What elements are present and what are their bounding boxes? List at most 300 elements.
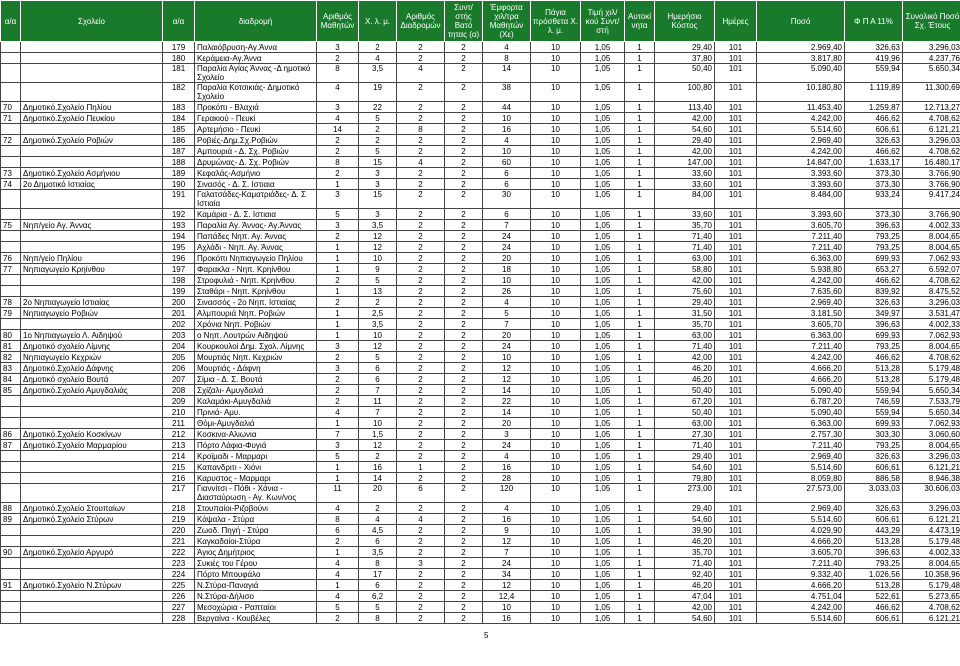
cell-amount: 2.969,40 <box>757 135 845 146</box>
table-row <box>1 547 960 558</box>
cell-amount: 5.514,60 <box>757 613 845 624</box>
cell-route: Καπανδριτι - Χιόνι <box>195 462 317 473</box>
cell-km: 5 <box>359 146 397 157</box>
cell-routes: 2 <box>397 352 445 363</box>
cell-days: 101 <box>715 580 757 591</box>
cell-route: Αχλάδι - Νηπ. Αγ. Άννας <box>195 242 317 253</box>
cell-route: Άγιος Δημήτριος <box>195 547 317 558</box>
cell-price: 1,05 <box>581 473 625 484</box>
cell-students: 2 <box>317 352 359 363</box>
cell-total: 4.708,62 <box>903 602 960 613</box>
cell-school: Δημοτικό.Σχολείο Πηλίου <box>21 102 163 113</box>
cell-school-no: 73 <box>1 168 21 179</box>
cell-school-no <box>1 286 21 297</box>
cell-routes: 4 <box>397 157 445 168</box>
table-row <box>1 462 960 473</box>
cell-school-no: 82 <box>1 352 21 363</box>
cell-loaded-km: 120 <box>483 484 531 503</box>
table-row <box>1 591 960 602</box>
cell-route-no: 214 <box>163 451 195 462</box>
cell-total: 3.531,47 <box>903 308 960 319</box>
cell-vehicles: 1 <box>625 308 655 319</box>
table-row <box>1 242 960 253</box>
cell-amount: 6.787,20 <box>757 396 845 407</box>
cell-amount: 3.605,70 <box>757 220 845 231</box>
cell-amount: 5.090,40 <box>757 385 845 396</box>
column-header: Συντ/στής Βατό τητας (α) <box>445 1 483 42</box>
cell-km: 19 <box>359 83 397 102</box>
cell-routes: 2 <box>397 168 445 179</box>
cell-coef: 2 <box>445 613 483 624</box>
cell-fixed-km: 10 <box>531 113 581 124</box>
cell-school <box>21 64 163 83</box>
cell-daily-cost: 42,00 <box>655 352 715 363</box>
cell-vat: 522,61 <box>845 591 903 602</box>
cell-vat: 793,25 <box>845 341 903 352</box>
cell-route: Γαλατσάδες-Καματριάδες- Δ. Σ Ιστιαία <box>195 190 317 209</box>
cell-school-no: 84 <box>1 374 21 385</box>
cell-loaded-km: 10 <box>483 352 531 363</box>
cell-vehicles: 1 <box>625 297 655 308</box>
cell-price: 1,05 <box>581 385 625 396</box>
cell-school-no <box>1 157 21 168</box>
cell-students: 14 <box>317 124 359 135</box>
cell-students: 8 <box>317 157 359 168</box>
cell-vat: 303,30 <box>845 429 903 440</box>
cell-days: 101 <box>715 190 757 209</box>
cell-school <box>21 157 163 168</box>
cell-routes: 4 <box>397 64 445 83</box>
cell-school-no <box>1 396 21 407</box>
cell-price: 1,05 <box>581 558 625 569</box>
cell-days: 101 <box>715 135 757 146</box>
cell-total: 4.002,33 <box>903 319 960 330</box>
cell-routes: 2 <box>397 135 445 146</box>
cell-total: 7.062,93 <box>903 330 960 341</box>
cell-school-no <box>1 64 21 83</box>
cell-route: Φαρακλα - Νηπ. Κρηίνθου <box>195 264 317 275</box>
cell-days: 101 <box>715 396 757 407</box>
cell-days: 101 <box>715 64 757 83</box>
cell-school-no <box>1 451 21 462</box>
table-row <box>1 396 960 407</box>
cell-km: 6 <box>359 363 397 374</box>
cell-fixed-km: 10 <box>531 42 581 53</box>
cell-coef: 2 <box>445 525 483 536</box>
cell-km: 5 <box>359 113 397 124</box>
cell-fixed-km: 10 <box>531 547 581 558</box>
cell-students: 4 <box>317 83 359 102</box>
cell-total: 5.273,65 <box>903 591 960 602</box>
cell-students: 2 <box>317 374 359 385</box>
cell-school: Δημοτικό.Σχολείο Αργυρό <box>21 547 163 558</box>
cell-price: 1,05 <box>581 503 625 514</box>
cell-vat: 326,63 <box>845 297 903 308</box>
table-row <box>1 429 960 440</box>
cell-fixed-km: 10 <box>531 319 581 330</box>
cell-days: 101 <box>715 569 757 580</box>
cell-days: 101 <box>715 297 757 308</box>
cell-students: 4 <box>317 558 359 569</box>
cell-coef: 2 <box>445 580 483 591</box>
cell-route-no: 200 <box>163 297 195 308</box>
table-row <box>1 330 960 341</box>
table-row <box>1 275 960 286</box>
cell-school <box>21 569 163 580</box>
cell-total: 6.121,21 <box>903 124 960 135</box>
cell-days: 101 <box>715 242 757 253</box>
cell-school-no <box>1 42 21 53</box>
table-row <box>1 113 960 124</box>
cell-coef: 2 <box>445 209 483 220</box>
cell-fixed-km: 10 <box>531 591 581 602</box>
column-header: Έμφορτα χιλ/τρα Μαθητών (Χε) <box>483 1 531 42</box>
cell-routes: 2 <box>397 275 445 286</box>
cell-fixed-km: 10 <box>531 53 581 64</box>
cell-amount: 4.666,20 <box>757 580 845 591</box>
cell-route-no: 228 <box>163 613 195 624</box>
cell-fixed-km: 10 <box>531 558 581 569</box>
table-row <box>1 418 960 429</box>
cell-vat: 466,62 <box>845 146 903 157</box>
cell-route: Προκόπι Νηπιαγωγείο Πηλίου <box>195 253 317 264</box>
cell-km: 5 <box>359 275 397 286</box>
cell-school: Νηπιαγωγείο Ροβιών <box>21 308 163 319</box>
cell-loaded-km: 4 <box>483 451 531 462</box>
cell-daily-cost: 29,40 <box>655 503 715 514</box>
cell-vehicles: 1 <box>625 146 655 157</box>
cell-km: 12 <box>359 231 397 242</box>
cell-route-no: 210 <box>163 407 195 418</box>
cell-total: 8.946,38 <box>903 473 960 484</box>
cell-coef: 2 <box>445 536 483 547</box>
cell-vehicles: 1 <box>625 407 655 418</box>
cell-vehicles: 1 <box>625 135 655 146</box>
cell-vehicles: 1 <box>625 124 655 135</box>
cell-school-no <box>1 53 21 64</box>
cell-vat: 559,94 <box>845 64 903 83</box>
cell-route: Καρυστος - Μαρμαρι <box>195 473 317 484</box>
cell-students: 1 <box>317 286 359 297</box>
cell-daily-cost: 29,40 <box>655 297 715 308</box>
cell-vat: 1.633,17 <box>845 157 903 168</box>
cell-total: 3.296,03 <box>903 451 960 462</box>
cell-route: Παραλία Αγίας Άννας -Δ ημοτικό Σχολείο <box>195 64 317 83</box>
cell-fixed-km: 10 <box>531 580 581 591</box>
cell-loaded-km: 14 <box>483 407 531 418</box>
cell-students: 5 <box>317 602 359 613</box>
cell-days: 101 <box>715 363 757 374</box>
cell-amount: 2.969,40 <box>757 503 845 514</box>
cell-daily-cost: 33,60 <box>655 209 715 220</box>
cell-vat: 466,62 <box>845 352 903 363</box>
cell-km: 15 <box>359 157 397 168</box>
cell-routes: 2 <box>397 264 445 275</box>
cell-students: 2 <box>317 168 359 179</box>
cell-route-no: 190 <box>163 179 195 190</box>
cell-route-no: 201 <box>163 308 195 319</box>
table-row <box>1 102 960 113</box>
cell-route: Γερακιού - Πευκί <box>195 113 317 124</box>
cell-fixed-km: 10 <box>531 168 581 179</box>
cell-km: 16 <box>359 462 397 473</box>
cell-route: Μουρτιάς - Δάφνη <box>195 363 317 374</box>
cell-vat: 606,61 <box>845 613 903 624</box>
cell-vat: 886,58 <box>845 473 903 484</box>
column-header: Αριθμός Μαθητών <box>317 1 359 42</box>
cell-route: Κεράμεια-Αγ.Άννα <box>195 53 317 64</box>
cell-route-no: 185 <box>163 124 195 135</box>
cell-total: 8.004,65 <box>903 231 960 242</box>
cell-school-no: 77 <box>1 264 21 275</box>
cell-daily-cost: 84,00 <box>655 190 715 209</box>
cell-daily-cost: 42,00 <box>655 113 715 124</box>
cell-days: 101 <box>715 407 757 418</box>
cell-fixed-km: 10 <box>531 613 581 624</box>
cell-students: 1 <box>317 330 359 341</box>
cell-vat: 793,25 <box>845 440 903 451</box>
cell-km: 6 <box>359 374 397 385</box>
cell-school <box>21 396 163 407</box>
cell-school-no <box>1 190 21 209</box>
cell-daily-cost: 46,20 <box>655 374 715 385</box>
cell-route: Στουπαίοι-Ριζοβούνι <box>195 503 317 514</box>
cell-route-no: 191 <box>163 190 195 209</box>
cell-amount: 3.393,60 <box>757 179 845 190</box>
cell-total: 5.179,48 <box>903 536 960 547</box>
cell-loaded-km: 4 <box>483 503 531 514</box>
cell-price: 1,05 <box>581 396 625 407</box>
cell-school <box>21 231 163 242</box>
cell-price: 1,05 <box>581 569 625 580</box>
cell-price: 1,05 <box>581 168 625 179</box>
cell-route-no: 221 <box>163 536 195 547</box>
cell-daily-cost: 54,60 <box>655 124 715 135</box>
cell-coef: 2 <box>445 363 483 374</box>
cell-loaded-km: 16 <box>483 514 531 525</box>
cell-route-no: 182 <box>163 83 195 102</box>
cell-school: Δημοτικό.Σχολείο Στύρων <box>21 514 163 525</box>
cell-students: 8 <box>317 514 359 525</box>
cell-routes: 2 <box>397 42 445 53</box>
cell-students: 2 <box>317 536 359 547</box>
cell-loaded-km: 6 <box>483 168 531 179</box>
cell-km: 12 <box>359 440 397 451</box>
cell-route: Σινασσός - 2ο Νηπ. Ιστιαίας <box>195 297 317 308</box>
cell-days: 101 <box>715 374 757 385</box>
cell-route-no: 205 <box>163 352 195 363</box>
cell-amount: 14.847,00 <box>757 157 845 168</box>
cell-coef: 2 <box>445 64 483 83</box>
cell-km: 10 <box>359 418 397 429</box>
cell-vehicles: 1 <box>625 352 655 363</box>
cell-daily-cost: 35,70 <box>655 220 715 231</box>
cell-vehicles: 1 <box>625 580 655 591</box>
cell-routes: 3 <box>397 558 445 569</box>
cell-price: 1,05 <box>581 157 625 168</box>
cell-total: 4.708,62 <box>903 113 960 124</box>
cell-students: 2 <box>317 231 359 242</box>
cell-daily-cost: 35,70 <box>655 319 715 330</box>
cell-price: 1,05 <box>581 591 625 602</box>
cell-students: 2 <box>317 613 359 624</box>
column-header: Αυτοκί νητα <box>625 1 655 42</box>
cell-vehicles: 1 <box>625 613 655 624</box>
cell-routes: 2 <box>397 209 445 220</box>
cell-total: 5.179,48 <box>903 580 960 591</box>
cell-vat: 1.026,56 <box>845 569 903 580</box>
cell-coef: 2 <box>445 53 483 64</box>
cell-days: 101 <box>715 536 757 547</box>
cell-vehicles: 1 <box>625 569 655 580</box>
cell-route-no: 218 <box>163 503 195 514</box>
table-row <box>1 341 960 352</box>
cell-days: 101 <box>715 602 757 613</box>
cell-coef: 2 <box>445 157 483 168</box>
table-row <box>1 83 960 102</box>
cell-vehicles: 1 <box>625 514 655 525</box>
cell-routes: 2 <box>397 580 445 591</box>
cell-km: 1,5 <box>359 429 397 440</box>
cell-km: 2 <box>359 135 397 146</box>
cell-km: 14 <box>359 473 397 484</box>
cell-km: 6 <box>359 536 397 547</box>
cell-daily-cost: 29,40 <box>655 135 715 146</box>
cell-school: Δημοτικό.Σχολείο Κοσκίνων <box>21 429 163 440</box>
cell-km: 12 <box>359 242 397 253</box>
cell-vat: 513,28 <box>845 374 903 385</box>
cell-days: 101 <box>715 253 757 264</box>
cell-coef: 2 <box>445 190 483 209</box>
cell-days: 101 <box>715 146 757 157</box>
cell-vat: 326,63 <box>845 42 903 53</box>
cell-vat: 326,63 <box>845 503 903 514</box>
cell-students: 3 <box>317 42 359 53</box>
cell-school <box>21 42 163 53</box>
cell-fixed-km: 10 <box>531 462 581 473</box>
cell-days: 101 <box>715 558 757 569</box>
cell-total: 7.533,79 <box>903 396 960 407</box>
cell-coef: 2 <box>445 179 483 190</box>
cell-route-no: 189 <box>163 168 195 179</box>
cell-fixed-km: 10 <box>531 231 581 242</box>
cell-amount: 5.514,60 <box>757 514 845 525</box>
cell-km: 8 <box>359 558 397 569</box>
table-row <box>1 602 960 613</box>
cell-route-no: 215 <box>163 462 195 473</box>
cell-school-no <box>1 569 21 580</box>
cell-routes: 2 <box>397 385 445 396</box>
cell-km: 6,2 <box>359 591 397 602</box>
cell-fixed-km: 10 <box>531 396 581 407</box>
cell-km: 3 <box>359 168 397 179</box>
table-row <box>1 385 960 396</box>
cell-students: 1 <box>317 473 359 484</box>
cell-route-no: 211 <box>163 418 195 429</box>
cell-students: 4 <box>317 569 359 580</box>
cell-coef: 2 <box>445 558 483 569</box>
cell-fixed-km: 10 <box>531 374 581 385</box>
cell-route-no: 198 <box>163 275 195 286</box>
cell-daily-cost: 50,40 <box>655 64 715 83</box>
cell-vat: 326,63 <box>845 451 903 462</box>
cell-vat: 396,63 <box>845 220 903 231</box>
cell-vat: 793,25 <box>845 231 903 242</box>
cell-vehicles: 1 <box>625 275 655 286</box>
cell-daily-cost: 37,80 <box>655 53 715 64</box>
cell-fixed-km: 10 <box>531 484 581 503</box>
cell-loaded-km: 28 <box>483 473 531 484</box>
cell-daily-cost: 46,20 <box>655 363 715 374</box>
cell-days: 101 <box>715 503 757 514</box>
cell-school-no: 91 <box>1 580 21 591</box>
cell-amount: 5.090,40 <box>757 64 845 83</box>
cell-route-no: 181 <box>163 64 195 83</box>
cell-school: Νηπ/γείο Πηλίου <box>21 253 163 264</box>
cell-school-no: 83 <box>1 363 21 374</box>
cell-route-no: 188 <box>163 157 195 168</box>
cell-vat: 396,63 <box>845 547 903 558</box>
cell-amount: 3.393,60 <box>757 168 845 179</box>
cell-school: Δημοτικό.Σχολείο Δάφνης <box>21 363 163 374</box>
cell-route: Παπάδες Νηπ. Αγ. Άννας <box>195 231 317 242</box>
cell-school <box>21 536 163 547</box>
cell-price: 1,05 <box>581 451 625 462</box>
cell-students: 4 <box>317 503 359 514</box>
cell-coef: 2 <box>445 275 483 286</box>
cell-vehicles: 1 <box>625 264 655 275</box>
cell-students: 1 <box>317 179 359 190</box>
cell-loaded-km: 44 <box>483 102 531 113</box>
cell-coef: 2 <box>445 473 483 484</box>
cell-price: 1,05 <box>581 242 625 253</box>
cell-school-no: 71 <box>1 113 21 124</box>
cell-students: 4 <box>317 591 359 602</box>
cell-route: Καλαμάκι-Αμυγδαλιά <box>195 396 317 407</box>
cell-routes: 2 <box>397 286 445 297</box>
cell-route-no: 186 <box>163 135 195 146</box>
cell-total: 4.002,33 <box>903 220 960 231</box>
cell-routes: 2 <box>397 297 445 308</box>
cell-fixed-km: 10 <box>531 157 581 168</box>
cell-school-no: 87 <box>1 440 21 451</box>
cell-fixed-km: 10 <box>531 341 581 352</box>
cell-routes: 4 <box>397 514 445 525</box>
cell-loaded-km: 9 <box>483 525 531 536</box>
cell-fixed-km: 10 <box>531 209 581 220</box>
cell-fixed-km: 10 <box>531 64 581 83</box>
cell-coef: 2 <box>445 124 483 135</box>
cell-loaded-km: 7 <box>483 547 531 558</box>
table-row <box>1 157 960 168</box>
cell-amount: 4.751,04 <box>757 591 845 602</box>
cell-amount: 2.969,40 <box>757 451 845 462</box>
cell-route: Μουρτιάς Νηπ. Κεχριών <box>195 352 317 363</box>
cell-daily-cost: 100,80 <box>655 83 715 102</box>
cell-routes: 2 <box>397 407 445 418</box>
cell-routes: 2 <box>397 83 445 102</box>
cell-total: 3.766,90 <box>903 209 960 220</box>
cell-days: 101 <box>715 352 757 363</box>
cell-routes: 2 <box>397 536 445 547</box>
cell-daily-cost: 58,80 <box>655 264 715 275</box>
cell-school-no: 75 <box>1 220 21 231</box>
cell-school-no: 76 <box>1 253 21 264</box>
cell-km: 5 <box>359 352 397 363</box>
cell-amount: 4.242,00 <box>757 602 845 613</box>
cell-routes: 2 <box>397 429 445 440</box>
cell-total: 7.062,93 <box>903 253 960 264</box>
